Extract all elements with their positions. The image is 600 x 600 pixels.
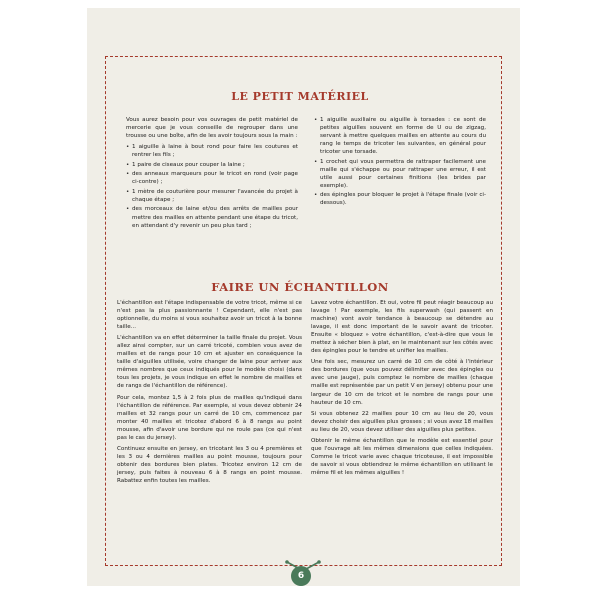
echantillon-column-left	[117, 299, 302, 488]
list-item: • 1 aiguille auxiliaire ou aiguille à torsades : ce sont de petites aiguilles souvent en forme de U ou de zigzag, servant à mettre quelques mailles en attente au cours du rang le temps de tricoter les suivantes, en général pour tricoter une torsade.	[314, 116, 486, 156]
paragraph: Lavez votre échantillon. Et oui, votre fil peut réagir beaucoup au lavage ! Par exemple, les fils superwash (qui passent en machine) vont avoir tendance à beaucoup se détendre au lavage, il est donc important de le savoir avant de tricoter. Ensuite « bloquez » votre échantillon, c'est-à-dire que vous le mettez à sécher bien à plat, en le maintenant sur les côtés avec des épingles pour le tendre et unifier les mailles.	[311, 300, 493, 355]
list-item: • des morceaux de laine et/ou des arrêts de mailles pour mettre des mailles en attente pendant une étape du tricot, en attendant d'y revenir un peu plus tard ;	[126, 205, 298, 229]
list-item: • des épingles pour bloquer le projet à l'étape finale (voir ci-dessous).	[314, 191, 486, 207]
materiel-list-left	[126, 143, 298, 229]
list-item: • des anneaux marqueurs pour le tricot en rond (voir page ci-contre) ;	[126, 170, 298, 186]
echantillon-column-right	[311, 299, 493, 480]
page-number-badge	[283, 566, 323, 590]
paragraph: L'échantillon est l'étape indispensable de votre tricot, même si ce n'est pas la plus passionnante ! Cependant, elle n'est pas optionnelle, du moins si vous souhaitez avoir un tricot à la bonne taille...	[117, 300, 302, 331]
paragraph: Continuez ensuite en jersey, en tricotant les 3 ou 4 premières et les 3 ou 4 dernières mailles au point mousse, toujours pour obtenir des bordures bien plates. Tricotez environ 12 cm de jersey, puis faites à nouveau 6 à 8 rangs en point mousse. Rabattez enfin toutes les mailles.	[117, 445, 302, 484]
page-number: 6	[291, 566, 311, 586]
list-item: • 1 aiguille à laine à bout rond pour faire les coutures et rentrer les fils ;	[126, 143, 298, 159]
paragraph: Une fois sec, mesurez un carré de 10 cm de côté à l'intérieur des bordures (que vous pouvez délimiter avec des épingles ou avec une jauge), puis comptez le nombre de mailles (chaque maille est représentée par un petit V en jersey) obtenu pour une largeur de 10 cm de tricot et le nombre de rangs pour une hauteur de 10 cm.	[311, 359, 493, 406]
paragraph: Si vous obtenez 22 mailles pour 10 cm au lieu de 20, vous devez choisir des aiguilles plus grosses ; si vous avez 18 mailles au lieu de 20, vous devez utiliser des aiguilles plus petites.	[311, 410, 493, 433]
paragraph: Pour cela, montez 1,5 à 2 fois plus de mailles qu'indiqué dans l'échantillon de référence. Par exemple, si vous devez obtenir 24 mailles et 32 rangs pour un carré de 10 cm, commencez par monter 40 mailles et tricotez d'abord 6 à 8 rangs au point mousse, afin d'avoir une bordure qui ne roule pas (ce qui n'est pas le cas du jersey).	[117, 394, 302, 441]
paragraph: L'échantillon va en effet déterminer la taille finale du projet. Vous allez ainsi compter, sur un carré tricoté, combien vous avez de mailles et de rangs pour 10 cm et ajuster en conséquence la taille d'aiguilles utilisée, voire changer de laine pour arriver aux mêmes nombres que ceux indiqués pour le modèle choisi (dans tous les projets, je vous indique en effet le nombre de mailles et de rangs de l'échantillon de référence).	[117, 335, 302, 390]
section-title-petit-materiel: LE PETIT MATÉRIEL	[231, 90, 369, 103]
materiel-intro: Vous aurez besoin pour vos ouvrages de petit matériel de mercerie que je vous conseille de regrouper dans une trousse ou une boîte, afin de les avoir toujours sous la main :	[126, 117, 298, 140]
section-title-echantillon: FAIRE UN ÉCHANTILLON	[211, 280, 389, 294]
materiel-list-right	[314, 116, 486, 208]
paragraph: Obtenir le même échantillon que le modèle est essentiel pour que l'ouvrage ait les mêmes dimensions que celles indiquées. Comme le tricot varie avec chaque tricoteuse, il est impossible de savoir si vous obtiendrez le même échantillon en utilisant le même fil et les mêmes aiguilles !	[311, 437, 493, 476]
list-item: • 1 crochet qui vous permettra de rattraper facilement une maille qui s'échappe ou pour rattraper une erreur, il est utile aussi pour certaines finitions (les brides par exemple).	[314, 158, 486, 190]
materiel-column-left	[126, 116, 298, 231]
list-item: • 1 mètre de couturière pour mesurer l'avancée du projet à chaque étape ;	[126, 188, 298, 204]
list-item: • 1 paire de ciseaux pour couper la laine ;	[126, 161, 298, 169]
materiel-column-right	[314, 116, 486, 209]
